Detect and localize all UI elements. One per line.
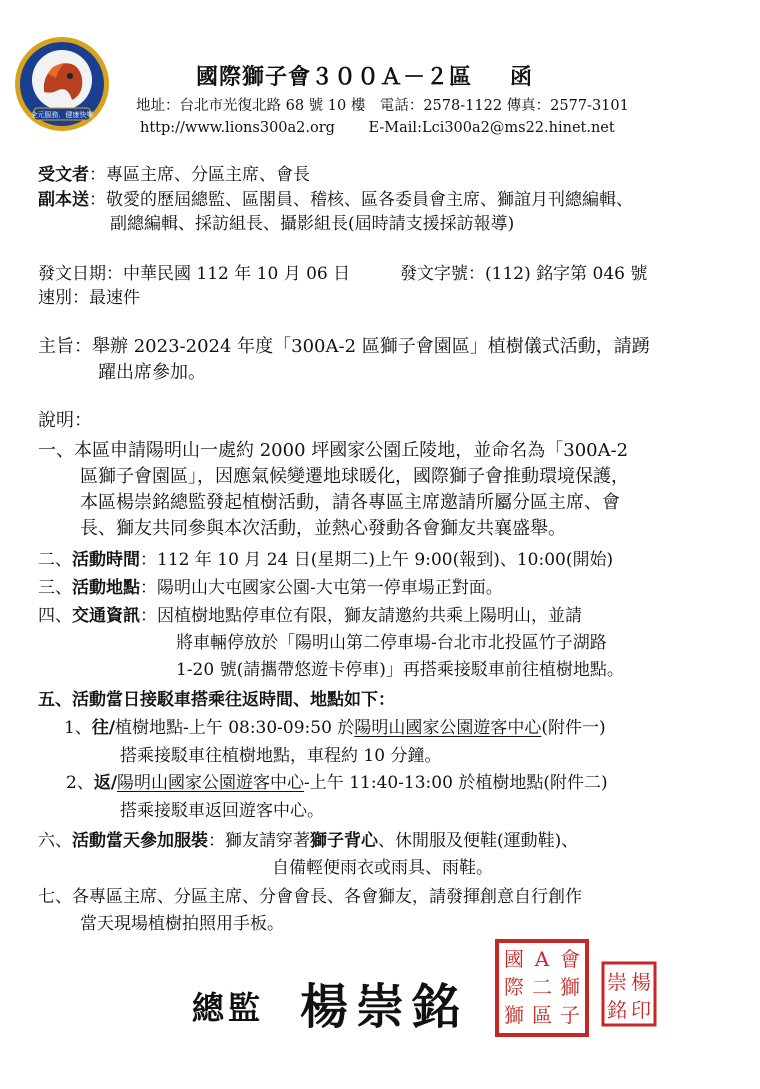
signature-name: 楊崇銘 bbox=[300, 979, 469, 1035]
cc-value: ：敬愛的歷屆總監、區閣員、稽核、區各委員會主席、獅誼月刊總編輯、 bbox=[89, 190, 633, 210]
item7-line-1: 七、各專區主席、分區主席、分會會長、各會獅友，請發揮創意自行創作 bbox=[38, 887, 582, 907]
svg-text:獅: 獅 bbox=[560, 975, 580, 999]
svg-text:全元服務．健康快樂: 全元服務．健康快樂 bbox=[30, 111, 94, 119]
item1-line-4: 長、獅友共同參與本次活動，並熱心發動各會獅友共襄盛舉。 bbox=[80, 518, 566, 539]
item5-sub1-line-2: 搭乘接駁車往植樹地點，車程約 10 分鐘。 bbox=[120, 746, 442, 766]
org-seal-stamp bbox=[494, 938, 590, 1038]
item4-number: 四、 bbox=[38, 606, 72, 626]
svg-text:崇: 崇 bbox=[607, 970, 627, 994]
address-line: 地址：台北市光復北路 68 號 10 樓 電話：2578-1122 傳真：2577-3101 bbox=[136, 98, 629, 114]
svg-text:銘: 銘 bbox=[607, 998, 627, 1022]
speed: 速別：最速件 bbox=[38, 288, 140, 308]
svg-text:子: 子 bbox=[560, 1003, 580, 1027]
svg-text:楊: 楊 bbox=[631, 970, 651, 994]
recipient-line bbox=[38, 160, 310, 185]
item2-label: 活動時間 bbox=[72, 550, 140, 570]
item2-number: 二、 bbox=[38, 550, 72, 570]
subject-line-1: 主旨：舉辦 2023-2024 年度「300A-2 區獅子會園區」植樹儀式活動，請踴 bbox=[38, 336, 650, 357]
item6-bold: 獅子背心 bbox=[310, 831, 378, 851]
item1-line-1: 一、本區申請陽明山一處約 2000 坪國家公園丘陵地，並命名為「300A-2 bbox=[38, 440, 629, 461]
item4-line-2: 將車輛停放於「陽明山第二停車場-台北市北投區竹子湖路 bbox=[176, 633, 607, 653]
issue-number: 發文字號：(112) 銘字第 046 號 bbox=[400, 264, 648, 284]
svg-text:區: 區 bbox=[532, 1003, 552, 1027]
item2 bbox=[38, 545, 613, 570]
sub1-location: 陽明山國家公園遊客中心 bbox=[354, 718, 542, 738]
item4-line-3: 1-20 號(請攜帶悠遊卡停車)」再搭乘接駁車前往植樹地點。 bbox=[176, 660, 624, 680]
sub2-text: -上午 11:40-13:00 於植樹地點(附件二) bbox=[304, 773, 608, 793]
item3-number: 三、 bbox=[38, 578, 72, 598]
svg-text:二: 二 bbox=[532, 975, 552, 999]
item6-label: 活動當天參加服裝 bbox=[72, 831, 208, 851]
recipient-value: ：專區主席、分區主席、會長 bbox=[89, 165, 310, 185]
item3-label: 活動地點 bbox=[72, 578, 140, 598]
sub1-number: 1、 bbox=[64, 718, 92, 738]
cc-line bbox=[38, 185, 633, 210]
cc-line-2: 副總編輯、採訪組長、攝影組長(屆時請支援採訪報導) bbox=[110, 214, 515, 234]
sub1-text: 植樹地點-上午 08:30-09:50 於 bbox=[115, 718, 355, 738]
item2-text: ：112 年 10 月 24 日(星期二)上午 9:00(報到)、10:00(開始) bbox=[140, 550, 614, 570]
sub2-label: 返/ bbox=[93, 773, 118, 793]
item5-sub1 bbox=[64, 713, 606, 738]
item4-label: 交通資訊 bbox=[72, 606, 140, 626]
item1-line-3: 本區楊崇銘總監發起植樹活動，請各專區主席邀請所屬分區主席、會 bbox=[80, 492, 620, 513]
item6-number: 六、 bbox=[38, 831, 72, 851]
personal-seal-stamp bbox=[600, 960, 658, 1028]
document-title bbox=[196, 60, 533, 91]
item1-line-2: 區獅子會園區」，因應氣候變遷地球暖化，國際獅子會推動環境保護， bbox=[80, 466, 629, 487]
web-email-line: http://www.lions300a2.org E-Mail:Lci300a2@ms22.hinet.net bbox=[140, 120, 615, 136]
svg-text:國: 國 bbox=[504, 947, 524, 971]
item6 bbox=[38, 826, 578, 851]
item4 bbox=[38, 601, 582, 626]
item5-sub2-line-2: 搭乘接駁車返回遊客中心。 bbox=[120, 801, 324, 821]
item5-sub2 bbox=[66, 768, 608, 793]
item6-line-2: 自備輕便雨衣或雨具、雨鞋。 bbox=[272, 858, 493, 878]
sub2-number: 2、 bbox=[66, 773, 94, 793]
org-name: 國際獅子會３００Ａ－２區 bbox=[196, 64, 473, 90]
item6-text-b: 、休閒服及便鞋(運動鞋)、 bbox=[378, 831, 579, 851]
recipient-label: 受文者 bbox=[38, 165, 89, 185]
svg-text:會: 會 bbox=[560, 947, 580, 971]
explanation-heading: 說明： bbox=[38, 410, 92, 431]
item4-text-1: ：因植樹地點停車位有限，獅友請邀約共乘上陽明山，並請 bbox=[140, 606, 582, 626]
issue-date: 發文日期：中華民國 112 年 10 月 06 日 bbox=[38, 264, 351, 284]
lions-club-logo bbox=[12, 34, 112, 134]
sub2-location: 陽明山國家公園遊客中心 bbox=[117, 773, 305, 793]
sub1-attachment: (附件一) bbox=[541, 718, 606, 738]
item5-heading: 五、活動當日接駁車搭乘往返時間、地點如下： bbox=[38, 690, 395, 710]
signature-title: 總監 bbox=[192, 989, 265, 1027]
svg-text:獅: 獅 bbox=[504, 1003, 524, 1027]
item3-text: ：陽明山大屯國家公園-大屯第一停車場正對面。 bbox=[140, 578, 503, 598]
sub1-label: 往/ bbox=[91, 718, 116, 738]
cc-label: 副本送 bbox=[38, 190, 89, 210]
subject-line-2: 躍出席參加。 bbox=[98, 362, 206, 383]
svg-text:際: 際 bbox=[504, 975, 524, 999]
item6-text-a: ：獅友請穿著 bbox=[208, 831, 310, 851]
item7-line-2: 當天現場植樹拍照用手板。 bbox=[80, 914, 284, 934]
item3 bbox=[38, 573, 503, 598]
letter-type: 函 bbox=[510, 64, 534, 90]
svg-text:A: A bbox=[534, 947, 550, 971]
svg-text:印: 印 bbox=[631, 998, 651, 1022]
